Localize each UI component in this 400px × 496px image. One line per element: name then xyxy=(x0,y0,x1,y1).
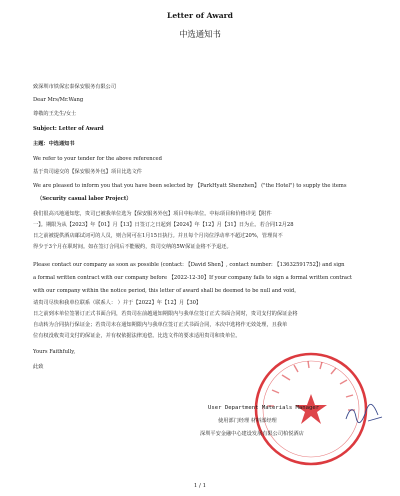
page-number: 1 / 1 xyxy=(193,483,207,489)
title-english: Letter of Award xyxy=(167,11,233,20)
para-cn-line-1: 我们很高兴地通知您，贵司已被我单位选为【保安服务外包】项目中标单位。中标项目和价格详见【附件 xyxy=(33,211,272,217)
salutation-english: Dear Mrs/Mr.Wang xyxy=(33,97,84,103)
signature-department-chinese: 使用部门经理 材料部经理 xyxy=(218,418,277,424)
subject-english: Subject: Letter of Award xyxy=(33,126,104,132)
para-cn-line-4: 得少于3个月在职时间。如在签订合同后不能履约，贵司交纳的5W保证金将不予退还。 xyxy=(33,244,232,250)
salutation-chinese: 尊敬的王先生/女士 xyxy=(33,111,77,117)
signature-department-english: User Department Materials Manager xyxy=(208,405,320,411)
para-cn-line-3: 日之前被提供酒店邮试词可的人员，则合同可在1月15日执行。并且每个月岗位浮动率不超过20%，管理岗不 xyxy=(33,233,283,239)
recipient-company: 致深圳市铁保宏泰保安服务有限公司 xyxy=(33,84,117,90)
para-refer-chinese: 基于贵司递交的【保安服务外包】项目比选文件 xyxy=(33,169,142,175)
handwritten-signature xyxy=(344,403,384,429)
subject-chinese: 主题：中选通知书 xyxy=(33,141,75,147)
para-pleased-english: We are pleased to inform you that you have been selected by 【ParkHyatt Shenzhen】 ("the Hotel") to supply the items xyxy=(33,183,347,189)
para-contact-cn-2: 日之前到本单位签署订正式书面合同，若贵司在前越通知期限内与我单位签订正式书面合同时，贵司支付的保证金将 xyxy=(33,311,298,317)
para-contact-cn-3: 自动转为合同执行保证金；若贵司未在通知期限内与我单位签订正式书面合同，本次中选将作无效处理，且我单 xyxy=(33,322,288,328)
para-pleased-english-2: （Security casual labor Project） xyxy=(37,196,132,202)
para-contact-english-3: with our company within the notice period, this letter of award shall be deemed to be null and void。 xyxy=(33,288,300,294)
signature-hotel-name: 深圳平安金融中心建设发展有限公司柏悦酒店 xyxy=(200,431,304,437)
closing-english: Yours Faithfully, xyxy=(33,349,76,355)
closing-chinese: 此致 xyxy=(33,364,44,370)
para-contact-cn-1: 请贵司尽快和我单位联系（联系人： ）并于【2022】年【12】月【30】 xyxy=(33,300,202,306)
para-contact-english-1: Please contact our company as soon as possible (contact: 【David Shen】, contact number: 【13632591752】) and sign xyxy=(33,262,345,268)
para-cn-line-2: 一】。期限为从【2023】年【01】月【13】日签订之日起到【2024】年【12】月【31】日为止。若合同12月28 xyxy=(33,222,294,228)
para-contact-cn-4: 位有权没收贵司支付的保证金，并有权依据法律追偿。比选文件的要求适用贵司和贵单位。 xyxy=(33,333,241,339)
para-refer-english: We refer to your tender for the above referenced xyxy=(33,156,162,162)
title-chinese: 中选通知书 xyxy=(179,29,221,39)
para-contact-english-2: a formal written contract with our company before 【2022-12-30】If your company fails to sign a formal written contract xyxy=(33,275,352,281)
